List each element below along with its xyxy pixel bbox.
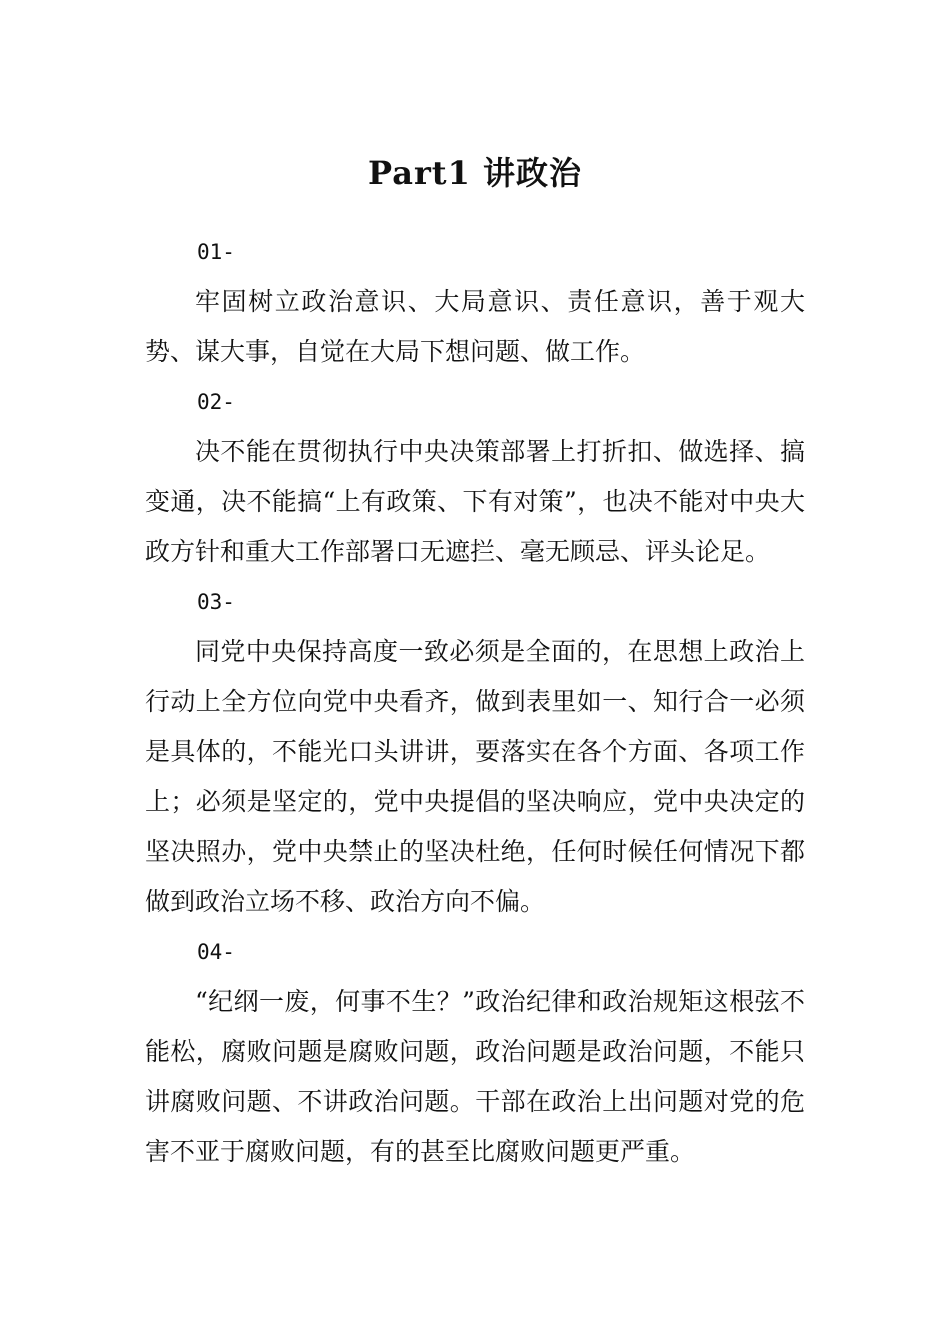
section-number-03: 03- [197,590,235,614]
section-paragraph-02: 决不能在贯彻执行中央决策部署上打折扣、做选择、搞变通，决不能搞“上有政策、下有对策”，也决不能对中央大政方针和重大工作部署口无遮拦、毫无顾忌、评头论足。 [145,437,805,566]
document-body [145,227,805,1177]
section-paragraph-01: 牢固树立政治意识、大局意识、责任意识，善于观大势、谋大事，自觉在大局下想问题、做工作。 [145,287,805,366]
section-number-01: 01- [197,240,235,264]
section-paragraph-04: “纪纲一废，何事不生？”政治纪律和政治规矩这根弦不能松，腐败问题是腐败问题，政治问题是政治问题，不能只讲腐败问题、不讲政治问题。干部在政治上出问题对党的危害不亚于腐败问题，有的甚至比腐败问题更严重。 [145,987,805,1166]
section-number-02: 02- [197,390,235,414]
document-title: Part1 讲政治 [368,154,582,193]
section-paragraph-03: 同党中央保持高度一致必须是全面的，在思想上政治上行动上全方位向党中央看齐，做到表里如一、知行合一必须是具体的，不能光口头讲讲，要落实在各个方面、各项工作上；必须是坚定的，党中央提倡的坚决响应，党中央决定的坚决照办，党中央禁止的坚决杜绝，任何时候任何情况下都做到政治立场不移、政治方向不偏。 [145,637,805,916]
section-number-04: 04- [197,940,235,964]
